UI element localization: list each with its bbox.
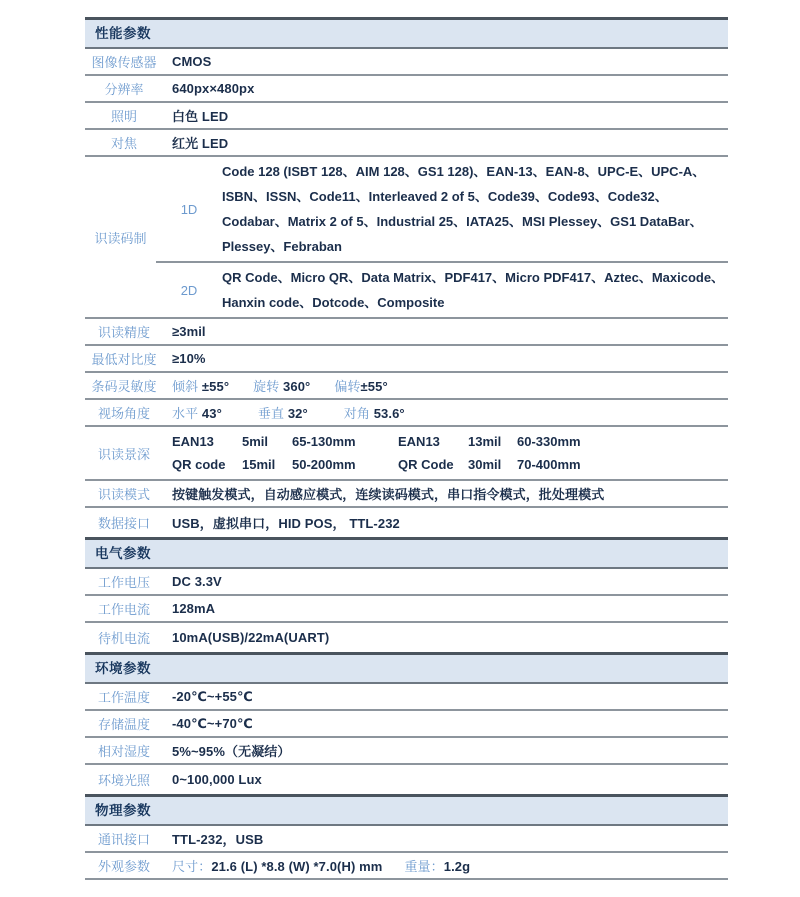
spec-table: [85, 17, 728, 880]
row-value: 按键触发模式，自动感应模式，连续读码模式，串口指令模式，批处理模式: [172, 487, 605, 502]
section-header-physical: [85, 794, 728, 826]
row-label: 最低对比度: [91, 352, 157, 367]
row-label: 存储温度: [97, 717, 150, 732]
row-label: 待机电流: [97, 631, 150, 646]
table-row-resolution: [85, 76, 728, 103]
pair-vertical: 垂直 32°: [257, 406, 308, 421]
row-label: 工作电流: [97, 602, 150, 617]
row-label: 工作电压: [97, 575, 150, 590]
section-title-environment: 环境参数: [95, 661, 151, 676]
row-label: 环境光照: [97, 773, 150, 788]
row-label: 相对湿度: [97, 744, 150, 759]
pair-horizontal: 水平 43°: [172, 406, 222, 421]
row-label: 图像传感器: [91, 55, 157, 70]
section-header-environment: [85, 652, 728, 684]
table-row-standby-current: [85, 623, 728, 652]
row-value: DC 3.3V: [172, 574, 222, 589]
row-value: ≥10%: [172, 351, 206, 366]
appearance-values: [163, 856, 492, 875]
table-row-precision: [85, 319, 728, 346]
fov-values: [163, 403, 441, 422]
table-row-illumination: [85, 103, 728, 130]
section-title-electrical: 电气参数: [95, 546, 151, 561]
table-row-depth-of-field: [85, 427, 728, 481]
table-row-data-interface: [85, 508, 728, 537]
table-row-sensitivity: [85, 373, 728, 400]
row-label: 数据接口: [97, 516, 150, 531]
table-row-working-voltage: [85, 569, 728, 596]
symbology-subtable: [156, 157, 728, 317]
row-value: 640px×480px: [172, 81, 255, 96]
pair-dimensions: 尺寸：21.6 (L) *8.8 (W) *7.0(H) mm: [172, 859, 383, 874]
section-title-physical: 物理参数: [95, 803, 151, 818]
row-label: 通讯接口: [97, 832, 150, 847]
row-value: -20℃~+55℃: [172, 688, 253, 704]
row-value: 0~100,000 Lux: [172, 772, 262, 787]
table-row-fov: [85, 400, 728, 427]
symbology-1d-codes: Code 128 (ISBT 128、AIM 128、GS1 128)、EAN-13、EAN-8、UPC-E、UPC-A、ISBN、ISSN、Code11、Interleaved 2 of 5、Code39、Code93、Code32、Codabar、Matrix 2 of 5、Industrial 25、IATA25、MSI Plessey、GS1 DataBar、Plessey、Febraban: [222, 164, 706, 254]
sensitivity-values: [163, 376, 412, 395]
row-label: 对焦: [110, 136, 137, 151]
table-row-min-contrast: [85, 346, 728, 373]
dof-line-1: EAN13 5mil 65-130mm EAN13 13mil 60-330mm: [172, 434, 581, 449]
table-row-focus: [85, 130, 728, 157]
symbology-1d-row: [156, 157, 728, 263]
dof-line-2: QR code 15mil 50-200mm QR Code 30mil 70-400mm: [172, 457, 581, 472]
pair-weight: 重量：1.2g: [404, 859, 471, 874]
row-value: -40℃~+70℃: [172, 715, 253, 731]
symbology-2d-tag: 2D: [180, 282, 198, 298]
pair-diagonal: 对角 53.6°: [343, 406, 405, 421]
table-row-comm-interface: [85, 826, 728, 853]
row-label: 外观参数: [97, 859, 150, 874]
table-row-ambient-light: [85, 765, 728, 794]
row-label: 条码灵敏度: [91, 379, 157, 394]
row-value: 10mA(USB)/22mA(UART): [172, 630, 330, 645]
table-row-storage-temp: [85, 711, 728, 738]
section-header-electrical: [85, 537, 728, 569]
row-label: 识读码制: [94, 230, 147, 246]
row-label: 识读模式: [97, 487, 150, 502]
table-row-humidity: [85, 738, 728, 765]
pair-skew: 偏转±55°: [334, 379, 388, 394]
row-value: CMOS: [172, 54, 212, 69]
row-value: 红光 LED: [172, 136, 229, 151]
row-label: 分辨率: [104, 82, 144, 97]
row-value: ≥3mil: [172, 324, 206, 339]
pair-tilt: 倾斜 ±55°: [172, 379, 230, 394]
symbology-2d-codes: QR Code、Micro QR、Data Matrix、PDF417、Micro PDF417、Aztec、Maxicode、Hanxin code、Dotcode、Composite: [222, 270, 725, 310]
row-value: 白色 LED: [172, 109, 229, 124]
row-label: 工作温度: [97, 690, 150, 705]
section-title-performance: 性能参数: [95, 26, 151, 41]
row-label: 照明: [110, 109, 137, 124]
row-label: 识读景深: [97, 446, 150, 462]
row-label: 视场角度: [97, 406, 150, 421]
row-value: 128mA: [172, 601, 216, 616]
table-row-symbology: [85, 157, 728, 319]
pair-rotation: 旋转 360°: [253, 379, 311, 394]
symbology-1d-tag: 1D: [180, 201, 198, 217]
table-row-appearance: [85, 853, 728, 880]
row-value: 5%~95%（无凝结）: [172, 744, 291, 759]
row-label: 识读精度: [97, 325, 150, 340]
row-value: TTL-232，USB: [172, 832, 264, 847]
table-row-read-mode: [85, 481, 728, 508]
table-row-image-sensor: [85, 49, 728, 76]
section-header-performance: [85, 17, 728, 49]
table-row-working-current: [85, 596, 728, 623]
row-value: USB，虚拟串口，HID POS， TTL-232: [172, 516, 400, 531]
table-row-working-temp: [85, 684, 728, 711]
symbology-2d-row: [156, 263, 728, 317]
dof-grid: [163, 427, 728, 479]
